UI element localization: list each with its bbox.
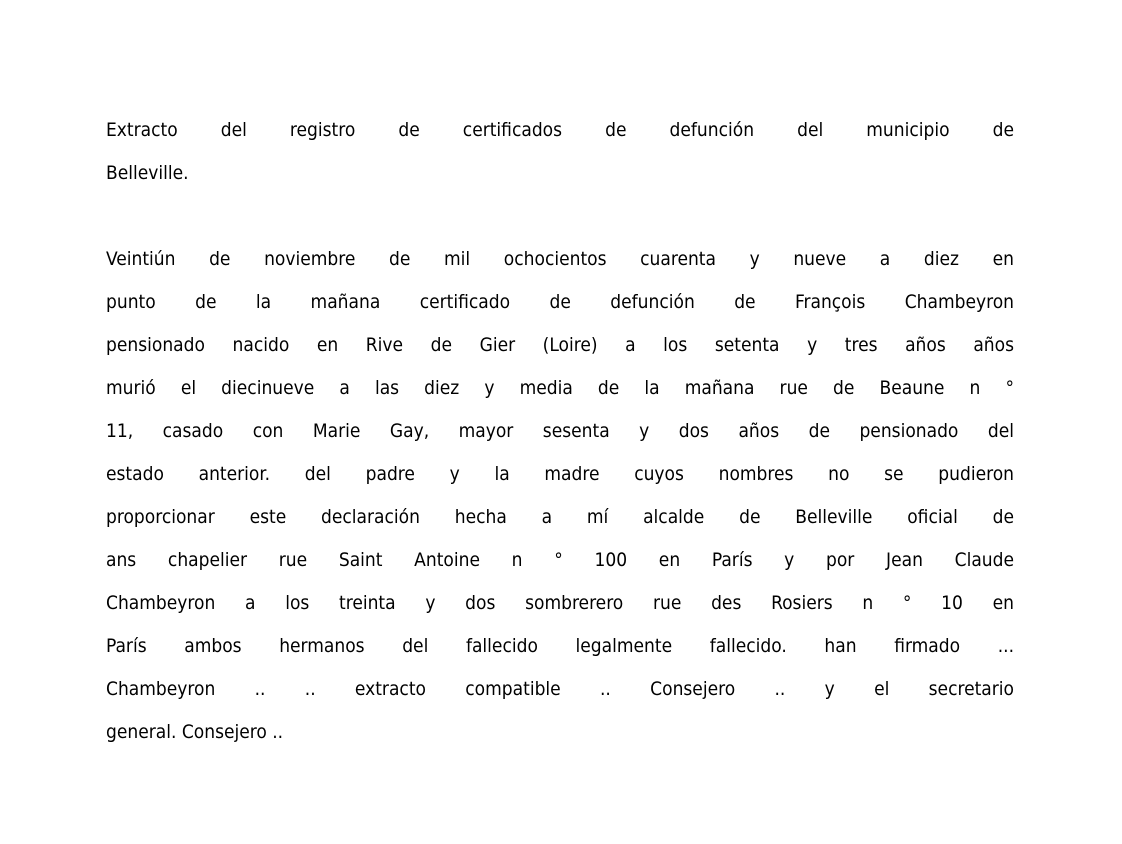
text-line: Belleville. [106, 162, 189, 184]
text-line: Chambeyron a los treinta y dos sombrerero rue des Rosiers n ° 10 en [106, 592, 1014, 614]
document-page [106, 109, 1014, 797]
text-line: ans chapelier rue Saint Antoine n ° 100 en París y por Jean Claude [106, 549, 1014, 571]
text-line: pensionado nacido en Rive de Gier (Loire) a los setenta y tres años años [106, 334, 1014, 356]
paragraph-body [106, 238, 1014, 754]
paragraph-title [106, 109, 1014, 195]
text-line: Veintiún de noviembre de mil ochocientos cuarenta y nueve a diez en [106, 248, 1014, 270]
text-line: Chambeyron .. .. extracto compatible .. Consejero .. y el secretario [106, 678, 1014, 700]
text-line: punto de la mañana certificado de defunción de François Chambeyron [106, 291, 1014, 313]
text-line: murió el diecinueve a las diez y media de la mañana rue de Beaune n ° [106, 377, 1014, 399]
text-line: 11, casado con Marie Gay, mayor sesenta y dos años de pensionado del [106, 420, 1014, 442]
text-line: Extracto del registro de certificados de defunción del municipio de [106, 119, 1014, 141]
text-line: general. Consejero .. [106, 721, 284, 743]
text-line: estado anterior. del padre y la madre cuyos nombres no se pudieron [106, 463, 1014, 485]
text-line: París ambos hermanos del fallecido legalmente fallecido. han firmado ... [106, 635, 1014, 657]
text-line: proporcionar este declaración hecha a mí alcalde de Belleville oficial de [106, 506, 1014, 528]
